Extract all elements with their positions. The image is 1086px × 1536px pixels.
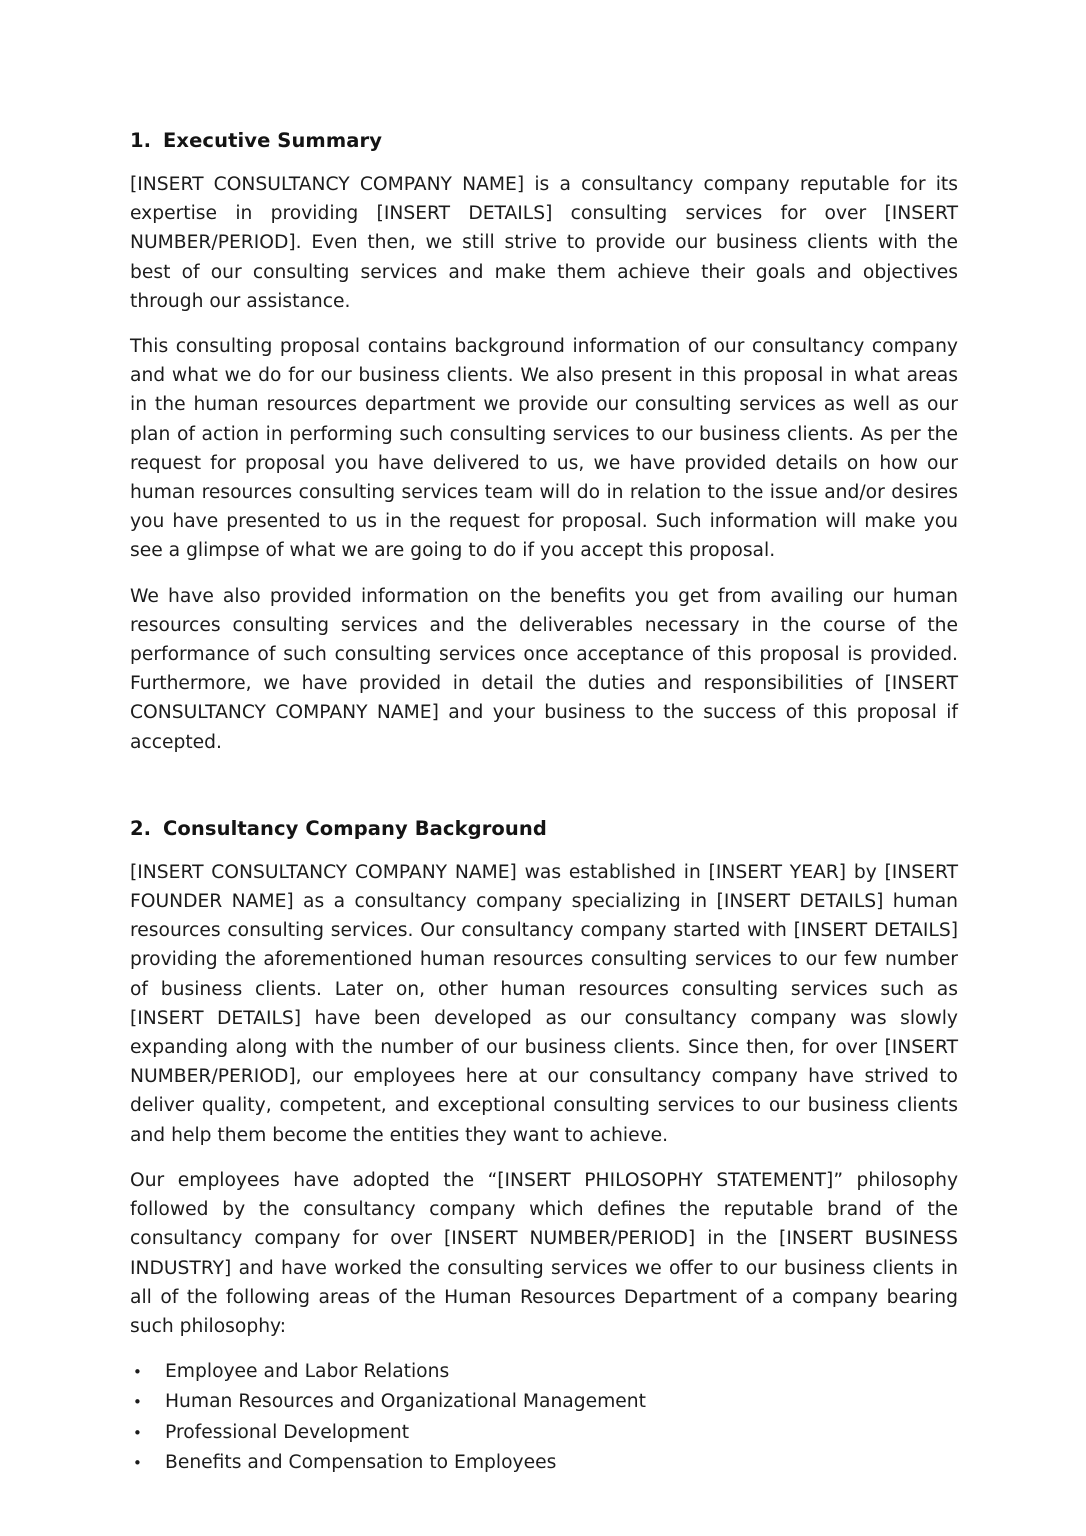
section-1-heading bbox=[130, 129, 958, 152]
section-heading bbox=[130, 817, 958, 840]
service-areas-list bbox=[130, 1357, 958, 1478]
bullet-icon: • bbox=[133, 1423, 142, 1442]
document-body bbox=[130, 129, 958, 1478]
paragraph: Our employees have adopted the “[INSERT PHILOSOPHY STATEMENT]” philosophy followed by the consultancy company which defines the reputable brand of the consultancy company for over [INSERT NUMBER/PERIOD] in the [INSERT BUSINESS INDUSTRY] and have worked the consulting services we offer to our business clients in all of the following areas of the Human Resources Department of a company bearing such philosophy: bbox=[130, 1169, 958, 1337]
section-2-heading bbox=[130, 817, 958, 840]
list-item-label: Professional Development bbox=[165, 1421, 410, 1443]
list-item bbox=[130, 1357, 958, 1387]
paragraph: [INSERT CONSULTANCY COMPANY NAME] is a consultancy company reputable for its expertise in providing [INSERT DETAILS] consulting services for over [INSERT NUMBER/PERIOD]. Even then, we still strive to provide our business clients with the best of our consulting services and make them achieve their goals and objectives through our assistance. bbox=[130, 174, 958, 312]
bullet-icon: • bbox=[133, 1393, 142, 1412]
paragraph: [INSERT CONSULTANCY COMPANY NAME] was established in [INSERT YEAR] by [INSERT FOUNDER NAME] as a consultancy company specializing in [INSERT DETAILS] human resources consulting services. Our consultancy company started with [INSERT DETAILS] providing the aforementioned human resources consulting services to our few number of business clients. Later on, other human resources consulting services such as [INSERT DETAILS] have been developed as our consultancy company was slowly expanding along with the number of our business clients. Since then, for over [INSERT NUMBER/PERIOD], our employees here at our consultancy company have strived to deliver quality, competent, and exceptional consulting services to our business clients and help them become the entities they want to achieve. bbox=[130, 861, 958, 1146]
list-item-label: Human Resources and Organizational Management bbox=[165, 1391, 646, 1413]
section-title: Consultancy Company Background bbox=[163, 816, 547, 840]
section-heading bbox=[130, 129, 958, 152]
section-number: 1. bbox=[130, 129, 152, 152]
spacer bbox=[130, 566, 958, 582]
spacer bbox=[130, 1341, 958, 1357]
paragraph: We have also provided information on the benefits you get from availing our human resources consulting services and the deliverables necessary in the course of the performance of such consulting services once acceptance of this proposal is provided. Furthermore, we have provided in detail the duties and responsibilities of [INSERT CONSULTANCY COMPANY NAME] and your business to the success of this proposal if accepted. bbox=[130, 585, 958, 753]
paragraph: This consulting proposal contains background information of our consultancy company and what we do for our business clients. We also present in this proposal in what areas in the human resources department we provide our consulting services as well as our plan of action in performing such consulting services to our business clients. As per the request for proposal you have delivered to us, we have provided details on how our human resources consulting services team will do in relation to the issue and/or desires you have presented to us in the request for proposal. Such information will make you see a glimpse of what we are going to do if you accept this proposal. bbox=[130, 336, 958, 562]
list-item bbox=[130, 1387, 958, 1417]
spacer bbox=[130, 757, 958, 817]
bullet-icon: • bbox=[133, 1453, 142, 1472]
list-item-label: Employee and Labor Relations bbox=[165, 1361, 450, 1383]
spacer bbox=[130, 316, 958, 332]
spacer bbox=[130, 152, 958, 170]
list-item bbox=[130, 1418, 958, 1448]
section-title: Executive Summary bbox=[163, 129, 383, 152]
list-item bbox=[130, 1448, 958, 1478]
spacer bbox=[130, 1150, 958, 1166]
spacer bbox=[130, 840, 958, 858]
bullet-icon: • bbox=[133, 1363, 142, 1382]
list-item-label: Benefits and Compensation to Employees bbox=[165, 1451, 557, 1473]
section-number: 2. bbox=[130, 816, 152, 840]
